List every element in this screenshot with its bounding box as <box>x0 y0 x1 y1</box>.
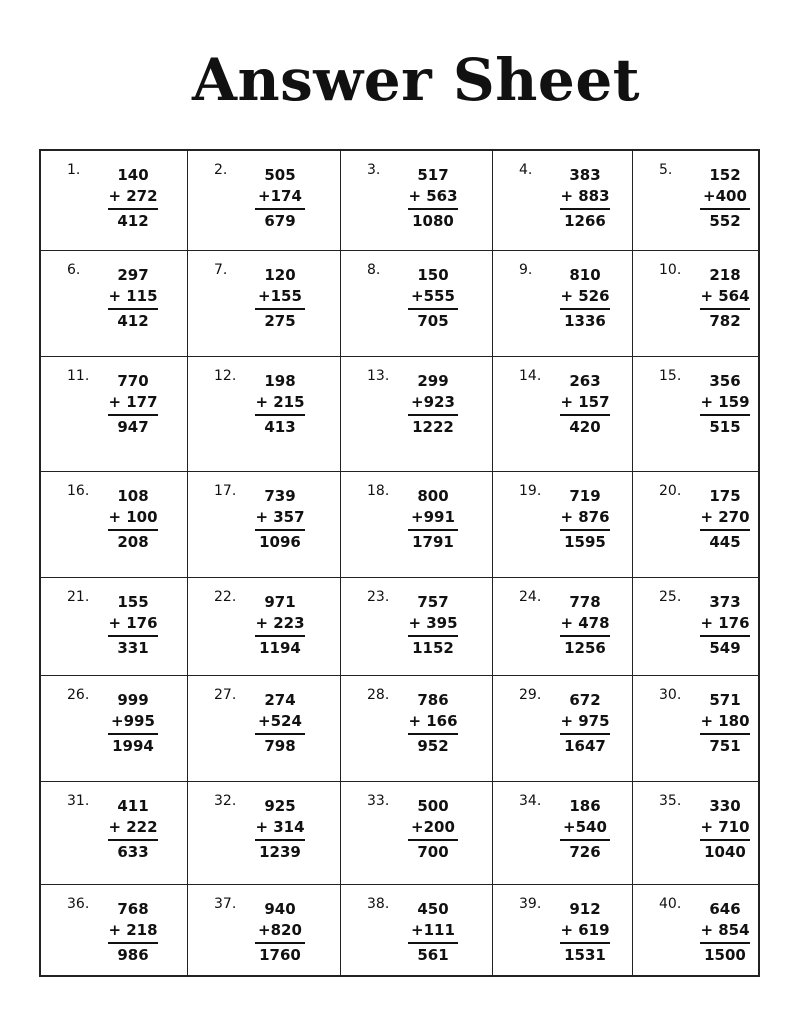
problem-cell <box>188 151 341 251</box>
answer-grid <box>39 149 760 977</box>
problem-cell <box>633 357 758 472</box>
first-addend: 373 <box>709 593 741 611</box>
first-addend: 739 <box>264 487 296 505</box>
problem-number: 11. <box>67 368 90 384</box>
problem-cell <box>41 251 188 357</box>
second-addend: + 223 <box>255 613 305 637</box>
second-addend: +540 <box>560 817 610 841</box>
second-addend: +400 <box>700 186 750 210</box>
problem-number: 5. <box>659 162 673 178</box>
second-addend: + 876 <box>560 507 610 531</box>
sum-answer: 413 <box>264 418 296 436</box>
sum-answer: 700 <box>417 843 449 861</box>
first-addend: 152 <box>709 166 741 184</box>
sum-answer: 782 <box>709 312 741 330</box>
problem-number: 40. <box>659 896 682 912</box>
problem-number: 18. <box>367 483 390 499</box>
problem-cell <box>341 151 493 251</box>
sum-answer: 445 <box>709 533 741 551</box>
problem-number: 28. <box>367 687 390 703</box>
problem-cell <box>633 676 758 782</box>
addition-problem <box>560 690 610 757</box>
first-addend: 925 <box>264 797 296 815</box>
second-addend: + 115 <box>108 286 158 310</box>
first-addend: 140 <box>117 166 149 184</box>
sum-answer: 515 <box>709 418 741 436</box>
first-addend: 263 <box>569 372 601 390</box>
problem-cell <box>633 885 758 975</box>
problem-number: 19. <box>519 483 542 499</box>
addition-problem <box>408 265 458 332</box>
addition-problem <box>700 371 750 438</box>
sum-answer: 705 <box>417 312 449 330</box>
sum-answer: 552 <box>709 212 741 230</box>
problem-number: 31. <box>67 793 90 809</box>
first-addend: 186 <box>569 797 601 815</box>
sum-answer: 1531 <box>564 946 606 964</box>
addition-problem <box>108 796 158 863</box>
second-addend: + 215 <box>255 392 305 416</box>
first-addend: 505 <box>264 166 296 184</box>
sum-answer: 986 <box>117 946 149 964</box>
second-addend: + 357 <box>255 507 305 531</box>
first-addend: 768 <box>117 900 149 918</box>
addition-problem <box>255 486 305 553</box>
second-addend: +111 <box>408 920 458 944</box>
sum-answer: 1500 <box>704 946 746 964</box>
second-addend: +174 <box>255 186 305 210</box>
addition-problem <box>108 592 158 659</box>
second-addend: + 270 <box>700 507 750 531</box>
sum-answer: 679 <box>264 212 296 230</box>
second-addend: + 395 <box>408 613 458 637</box>
sum-answer: 1791 <box>412 533 454 551</box>
sum-answer: 1222 <box>412 418 454 436</box>
sum-answer: 1336 <box>564 312 606 330</box>
sum-answer: 1266 <box>564 212 606 230</box>
addition-problem <box>560 165 610 232</box>
sum-answer: 275 <box>264 312 296 330</box>
sum-answer: 1040 <box>704 843 746 861</box>
second-addend: +820 <box>255 920 305 944</box>
first-addend: 356 <box>709 372 741 390</box>
addition-problem <box>700 165 750 232</box>
first-addend: 450 <box>417 900 449 918</box>
problem-number: 16. <box>67 483 90 499</box>
second-addend: + 563 <box>408 186 458 210</box>
problem-number: 1. <box>67 162 81 178</box>
problem-number: 35. <box>659 793 682 809</box>
problem-cell <box>341 472 493 578</box>
sum-answer: 1239 <box>259 843 301 861</box>
problem-number: 10. <box>659 262 682 278</box>
problem-cell <box>41 472 188 578</box>
problem-cell <box>493 151 633 251</box>
problem-number: 14. <box>519 368 542 384</box>
problem-number: 17. <box>214 483 237 499</box>
first-addend: 912 <box>569 900 601 918</box>
sum-answer: 331 <box>117 639 149 657</box>
first-addend: 500 <box>417 797 449 815</box>
addition-problem <box>700 899 750 966</box>
addition-problem <box>408 371 458 438</box>
addition-problem <box>108 165 158 232</box>
second-addend: +155 <box>255 286 305 310</box>
addition-problem <box>700 486 750 553</box>
problem-cell <box>341 357 493 472</box>
problem-cell <box>188 472 341 578</box>
first-addend: 383 <box>569 166 601 184</box>
addition-problem <box>108 690 158 757</box>
problem-cell <box>493 578 633 676</box>
problem-cell <box>341 782 493 885</box>
addition-problem <box>700 265 750 332</box>
addition-problem <box>108 371 158 438</box>
problem-cell <box>41 151 188 251</box>
problem-number: 8. <box>367 262 381 278</box>
addition-problem <box>560 486 610 553</box>
problem-number: 6. <box>67 262 81 278</box>
page-title: Answer Sheet <box>191 46 641 114</box>
first-addend: 517 <box>417 166 449 184</box>
problem-number: 38. <box>367 896 390 912</box>
first-addend: 274 <box>264 691 296 709</box>
first-addend: 198 <box>264 372 296 390</box>
problem-number: 33. <box>367 793 390 809</box>
first-addend: 411 <box>117 797 149 815</box>
first-addend: 108 <box>117 487 149 505</box>
problem-cell <box>188 251 341 357</box>
problem-cell <box>41 885 188 975</box>
addition-problem <box>255 371 305 438</box>
problem-cell <box>188 676 341 782</box>
problem-number: 13. <box>367 368 390 384</box>
first-addend: 940 <box>264 900 296 918</box>
sum-answer: 208 <box>117 533 149 551</box>
second-addend: + 272 <box>108 186 158 210</box>
problem-cell <box>341 885 493 975</box>
problem-number: 22. <box>214 589 237 605</box>
sum-answer: 1760 <box>259 946 301 964</box>
addition-problem <box>560 592 610 659</box>
addition-problem <box>255 592 305 659</box>
problem-number: 37. <box>214 896 237 912</box>
problem-cell <box>633 251 758 357</box>
second-addend: +524 <box>255 711 305 735</box>
second-addend: + 159 <box>700 392 750 416</box>
first-addend: 778 <box>569 593 601 611</box>
sum-answer: 420 <box>569 418 601 436</box>
first-addend: 999 <box>117 691 149 709</box>
problem-number: 29. <box>519 687 542 703</box>
first-addend: 719 <box>569 487 601 505</box>
sum-answer: 1595 <box>564 533 606 551</box>
problem-cell <box>633 578 758 676</box>
problem-cell <box>341 676 493 782</box>
sum-answer: 412 <box>117 312 149 330</box>
first-addend: 800 <box>417 487 449 505</box>
addition-problem <box>408 486 458 553</box>
addition-problem <box>560 371 610 438</box>
sum-answer: 726 <box>569 843 601 861</box>
second-addend: +923 <box>408 392 458 416</box>
problem-cell <box>633 151 758 251</box>
problem-number: 36. <box>67 896 90 912</box>
second-addend: + 218 <box>108 920 158 944</box>
problem-cell <box>493 251 633 357</box>
addition-problem <box>700 796 750 863</box>
problem-number: 34. <box>519 793 542 809</box>
problem-number: 32. <box>214 793 237 809</box>
first-addend: 646 <box>709 900 741 918</box>
second-addend: + 177 <box>108 392 158 416</box>
second-addend: + 157 <box>560 392 610 416</box>
problem-cell <box>41 357 188 472</box>
first-addend: 330 <box>709 797 741 815</box>
problem-number: 20. <box>659 483 682 499</box>
problem-cell <box>188 357 341 472</box>
problem-cell <box>633 472 758 578</box>
second-addend: + 854 <box>700 920 750 944</box>
first-addend: 120 <box>264 266 296 284</box>
sum-answer: 633 <box>117 843 149 861</box>
problem-number: 4. <box>519 162 533 178</box>
second-addend: + 975 <box>560 711 610 735</box>
first-addend: 155 <box>117 593 149 611</box>
problem-number: 24. <box>519 589 542 605</box>
second-addend: +991 <box>408 507 458 531</box>
sum-answer: 1647 <box>564 737 606 755</box>
problem-cell <box>493 782 633 885</box>
first-addend: 971 <box>264 593 296 611</box>
sum-answer: 1096 <box>259 533 301 551</box>
problem-cell <box>188 578 341 676</box>
second-addend: + 883 <box>560 186 610 210</box>
problem-cell <box>493 357 633 472</box>
addition-problem <box>700 592 750 659</box>
problem-cell <box>41 578 188 676</box>
problem-cell <box>341 251 493 357</box>
problem-number: 2. <box>214 162 228 178</box>
second-addend: + 176 <box>108 613 158 637</box>
second-addend: +200 <box>408 817 458 841</box>
sum-answer: 798 <box>264 737 296 755</box>
problem-number: 23. <box>367 589 390 605</box>
addition-problem <box>408 899 458 966</box>
problem-number: 7. <box>214 262 228 278</box>
sum-answer: 751 <box>709 737 741 755</box>
problem-cell <box>493 676 633 782</box>
problem-number: 25. <box>659 589 682 605</box>
addition-problem <box>255 899 305 966</box>
first-addend: 299 <box>417 372 449 390</box>
problem-number: 26. <box>67 687 90 703</box>
addition-problem <box>408 796 458 863</box>
problem-cell <box>188 885 341 975</box>
problem-number: 30. <box>659 687 682 703</box>
problem-cell <box>41 676 188 782</box>
second-addend: +555 <box>408 286 458 310</box>
second-addend: + 222 <box>108 817 158 841</box>
first-addend: 757 <box>417 593 449 611</box>
problem-number: 9. <box>519 262 533 278</box>
first-addend: 571 <box>709 691 741 709</box>
second-addend: + 564 <box>700 286 750 310</box>
addition-problem <box>560 899 610 966</box>
addition-problem <box>108 486 158 553</box>
addition-problem <box>255 796 305 863</box>
sum-answer: 549 <box>709 639 741 657</box>
second-addend: + 710 <box>700 817 750 841</box>
problem-cell <box>188 782 341 885</box>
addition-problem <box>560 265 610 332</box>
addition-problem <box>255 265 305 332</box>
addition-problem <box>108 265 158 332</box>
second-addend: + 180 <box>700 711 750 735</box>
second-addend: + 478 <box>560 613 610 637</box>
sum-answer: 561 <box>417 946 449 964</box>
problem-cell <box>493 885 633 975</box>
first-addend: 672 <box>569 691 601 709</box>
second-addend: + 176 <box>700 613 750 637</box>
problem-cell <box>493 472 633 578</box>
first-addend: 218 <box>709 266 741 284</box>
sum-answer: 1994 <box>112 737 154 755</box>
problem-number: 21. <box>67 589 90 605</box>
sum-answer: 1152 <box>412 639 454 657</box>
problem-number: 3. <box>367 162 381 178</box>
sum-answer: 952 <box>417 737 449 755</box>
addition-problem <box>560 796 610 863</box>
addition-problem <box>408 690 458 757</box>
problem-cell <box>341 578 493 676</box>
first-addend: 770 <box>117 372 149 390</box>
problem-number: 27. <box>214 687 237 703</box>
problem-number: 15. <box>659 368 682 384</box>
addition-problem <box>255 690 305 757</box>
sum-answer: 947 <box>117 418 149 436</box>
sum-answer: 1080 <box>412 212 454 230</box>
problem-cell <box>633 782 758 885</box>
first-addend: 786 <box>417 691 449 709</box>
addition-problem <box>700 690 750 757</box>
addition-problem <box>108 899 158 966</box>
problem-cell <box>41 782 188 885</box>
first-addend: 150 <box>417 266 449 284</box>
sum-answer: 1256 <box>564 639 606 657</box>
second-addend: + 314 <box>255 817 305 841</box>
second-addend: + 166 <box>408 711 458 735</box>
problem-number: 39. <box>519 896 542 912</box>
addition-problem <box>408 592 458 659</box>
second-addend: + 100 <box>108 507 158 531</box>
second-addend: + 526 <box>560 286 610 310</box>
first-addend: 810 <box>569 266 601 284</box>
sum-answer: 1194 <box>259 639 301 657</box>
addition-problem <box>255 165 305 232</box>
problem-number: 12. <box>214 368 237 384</box>
second-addend: +995 <box>108 711 158 735</box>
addition-problem <box>408 165 458 232</box>
first-addend: 297 <box>117 266 149 284</box>
first-addend: 175 <box>709 487 741 505</box>
sum-answer: 412 <box>117 212 149 230</box>
second-addend: + 619 <box>560 920 610 944</box>
